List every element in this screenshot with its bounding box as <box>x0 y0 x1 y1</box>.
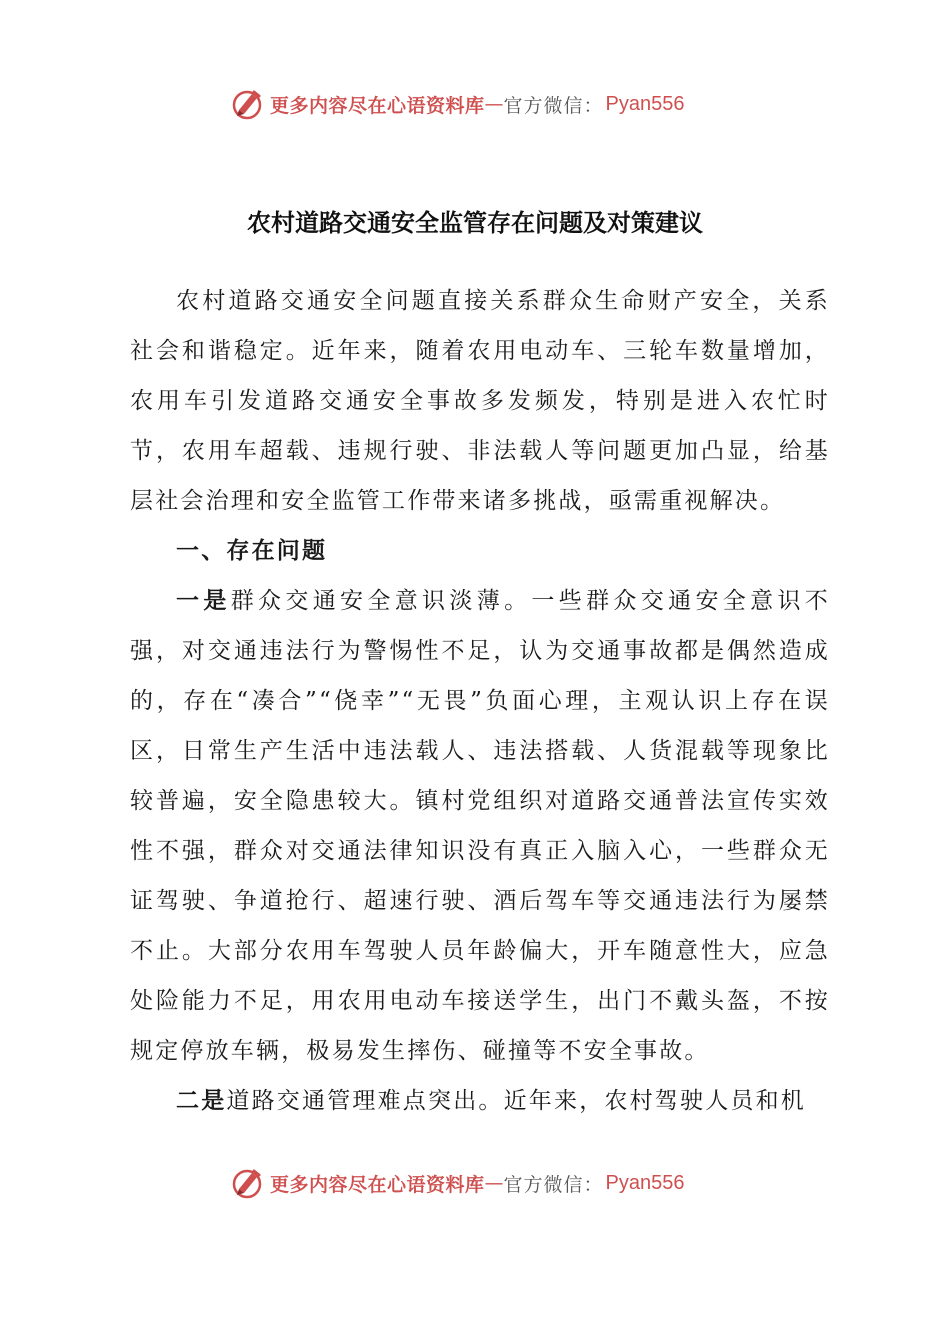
point-paragraph <box>130 576 830 1076</box>
banner-brand-text: 更多内容尽在心语资料库 <box>270 94 485 117</box>
header-banner <box>230 84 685 124</box>
point-lead: 二是 <box>176 1088 227 1114</box>
section-heading: 一、存在问题 <box>176 538 328 564</box>
intro-paragraph: 农村道路交通安全问题直接关系群众生命财产安全，关系社会和谐稳定。近年来，随着农用电动车、三轮车数量增加，农用车引发道路交通安全事故多发频发，特别是进入农忙时节，农用车超载、违规行驶、非法载人等问题更加凸显，给基层社会治理和安全监管工作带来诸多挑战，亟需重视解决。 <box>130 288 830 514</box>
banner-brand-text: 更多内容尽在心语资料库 <box>270 1173 485 1196</box>
point-lead: 一是 <box>176 588 231 614</box>
banner-dash: — <box>484 1172 504 1194</box>
footer-banner <box>230 1163 685 1203</box>
banner-wechat-id: Pyan556 <box>605 1171 685 1194</box>
point-paragraph <box>130 1076 830 1126</box>
banner-wechat-label: 官方微信： <box>503 94 604 117</box>
pen-logo-icon <box>230 86 266 122</box>
pen-logo-icon <box>230 1165 266 1201</box>
banner-wechat-label: 官方微信： <box>503 1173 604 1196</box>
banner-wechat-id: Pyan556 <box>605 92 685 115</box>
document-title: 农村道路交通安全监管存在问题及对策建议 <box>247 209 703 237</box>
banner-dash: — <box>484 93 504 115</box>
point-text: 道路交通管理难点突出。近年来，农村驾驶人员和机 <box>226 1088 807 1114</box>
point-text: 群众交通安全意识淡薄。一些群众交通安全意识不强，对交通违法行为警惕性不足，认为交通事故都是偶然造成的，存在“凑合”“侥幸”“无畏”负面心理，主观认识上存在误区，日常生产生活中违法载人、违法搭载、人货混载等现象比较普遍，安全隐患较大。镇村党组织对道路交通普法宣传实效性不强，群众对交通法律知识没有真正入脑入心，一些群众无证驾驶、争道抢行、超速行驶、酒后驾车等交通违法行为屡禁不止。大部分农用车驾驶人员年龄偏大，开车随意性大，应急处险能力不足，用农用电动车接送学生，出门不戴头盔，不按规定停放车辆，极易发生摔伤、碰撞等不安全事故。 <box>130 588 830 1064</box>
document-body <box>130 276 830 1126</box>
